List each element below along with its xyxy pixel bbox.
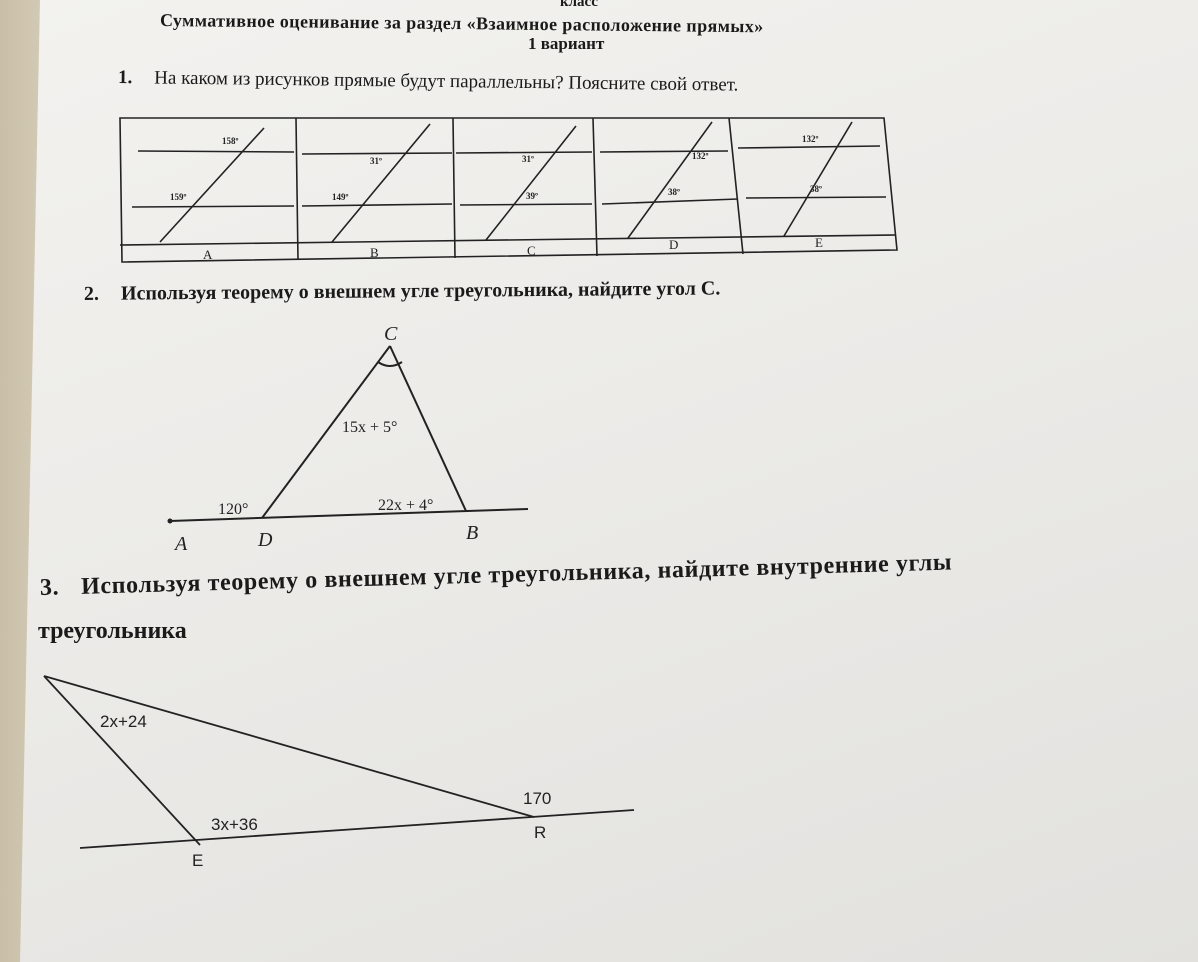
question-1-text: На каком из рисунков прямые будут параллельны? Поясните свой ответ. <box>154 67 739 96</box>
question-3-text-line-2: треугольника <box>38 618 187 644</box>
q3-angle-e-label: 3x+36 <box>211 815 258 834</box>
q2-point-c-label: C <box>384 323 398 345</box>
question-2-text: Используя теорему о внешнем угле треугольника, найдите угол С. <box>120 277 721 305</box>
q2-angle-b-label: 22x + 4° <box>378 497 434 514</box>
class-field-label: класс <box>560 0 598 10</box>
q3-side-left <box>44 676 200 845</box>
question-3-number: 3. <box>39 574 60 601</box>
q3-base-line <box>80 810 634 848</box>
q3-exterior-angle-label: 170 <box>523 789 552 808</box>
figure-b-label: B <box>370 245 379 260</box>
figure-c-angle-bottom: 39º <box>526 191 538 201</box>
worksheet-title: Суммативное оценивание за раздел «Взаимное расположение прямых» <box>159 10 764 37</box>
q3-point-e-label: E <box>192 851 204 870</box>
figure-c-label: C <box>527 243 536 258</box>
figure-b-angle-top: 31º <box>370 156 382 166</box>
q2-point-d-label: D <box>258 529 273 551</box>
figure-e-angle-bottom: 38º <box>810 184 822 194</box>
figure-b-angle-bottom: 149º <box>332 192 349 202</box>
figure-d-label: D <box>669 237 679 252</box>
figure-a-angle-bottom: 159º <box>170 192 187 202</box>
figure-d-angle-bottom: 38º <box>668 187 680 197</box>
question-2-number: 2. <box>83 282 100 305</box>
q3-angle-top-label: 2x+24 <box>100 712 147 731</box>
figure-d-angle-top: 132º <box>692 151 709 161</box>
figure-e-angle-top: 132º <box>802 134 819 144</box>
question-1-number: 1. <box>117 67 133 89</box>
q2-point-b-label: B <box>466 522 479 544</box>
q3-point-r-label: R <box>534 823 547 842</box>
figure-a-angle-top: 158º <box>222 136 239 146</box>
q2-exterior-angle-label: 120° <box>218 501 249 518</box>
variant-label: 1 вариант <box>528 34 605 53</box>
figure-e-label: E <box>815 235 823 250</box>
q3-side-top <box>44 676 534 817</box>
q2-point-a-label: A <box>175 533 188 555</box>
figure-c-angle-top: 31º <box>522 154 534 164</box>
figure-a-label: A <box>203 247 213 262</box>
q2-angle-c-label: 15x + 5° <box>342 419 398 436</box>
question-3-text-line-1: Используя теорему о внешнем угле треугольника, найдите внутренние углы <box>80 549 953 600</box>
